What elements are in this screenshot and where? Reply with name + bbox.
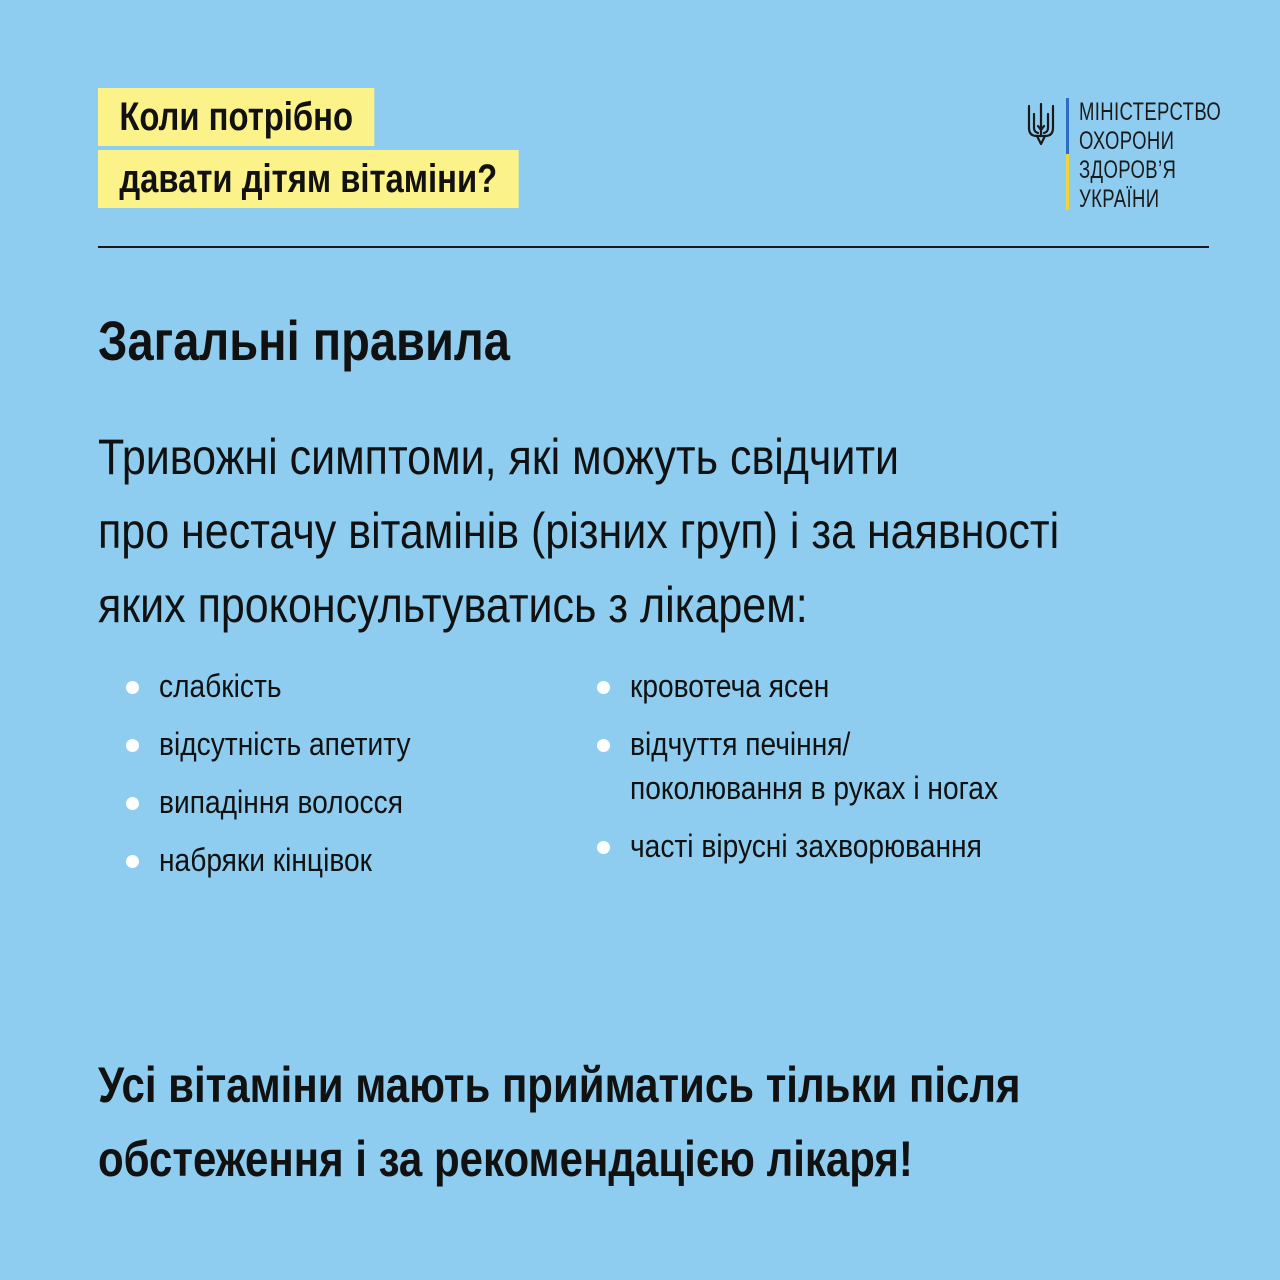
- list-item: [126, 664, 445, 708]
- footer-line: Усі вітаміни мають прийматись тільки після: [98, 1057, 1021, 1113]
- intro-text: [98, 420, 1059, 642]
- symptom-text: випадіння волосся: [159, 784, 403, 820]
- title: [98, 88, 611, 208]
- symptom-text: слабкість: [159, 668, 282, 704]
- trident-icon: [1026, 102, 1056, 146]
- logo-divider: [1066, 98, 1069, 210]
- title-line-1: Коли потрібно: [98, 88, 374, 146]
- intro-line: яких проконсультуватись з лікарем:: [98, 577, 808, 633]
- bullet-icon: [597, 681, 610, 694]
- symptom-text: набряки кінцівок: [159, 842, 372, 878]
- list-item: [126, 722, 445, 766]
- symptom-text: кровотеча ясен: [630, 668, 830, 704]
- symptom-text: часті вірусні захворювання: [630, 828, 982, 864]
- bullet-icon: [126, 681, 139, 694]
- footer-note: [98, 1048, 1021, 1196]
- footer-line: обстеження і за рекомендацією лікаря!: [98, 1131, 913, 1187]
- symptom-text: поколювання в руках і ногах: [630, 770, 999, 806]
- symptom-text: відсутність апетиту: [159, 726, 411, 762]
- logo-line: ЗДОРОВ’Я: [1079, 156, 1177, 184]
- logo-line: МІНІСТЕРСТВО: [1079, 98, 1222, 126]
- bullet-icon: [597, 841, 610, 854]
- bullet-icon: [126, 739, 139, 752]
- symptom-list-right: [597, 664, 1048, 882]
- header-divider: [98, 246, 1209, 248]
- intro-line: про нестачу вітамінів (різних груп) і за наявності: [98, 503, 1060, 559]
- list-item: [597, 722, 1048, 810]
- bullet-icon: [597, 739, 610, 752]
- bullet-icon: [126, 855, 139, 868]
- title-line-2: давати дітям вітаміни?: [98, 150, 519, 208]
- section-heading: Загальні правила: [98, 309, 510, 372]
- list-item: [126, 780, 445, 824]
- list-item: [126, 838, 445, 882]
- ministry-logo: [1026, 98, 1271, 214]
- symptom-text: відчуття печіння/: [630, 726, 851, 762]
- logo-text: [1079, 98, 1221, 214]
- logo-line: УКРАЇНИ: [1079, 185, 1160, 213]
- list-item: [597, 824, 1048, 868]
- symptom-list-left: [126, 664, 445, 896]
- bullet-icon: [126, 797, 139, 810]
- logo-line: ОХОРОНИ: [1079, 127, 1175, 155]
- list-item: [597, 664, 1048, 708]
- intro-line: Тривожні симптоми, які можуть свідчити: [98, 429, 900, 485]
